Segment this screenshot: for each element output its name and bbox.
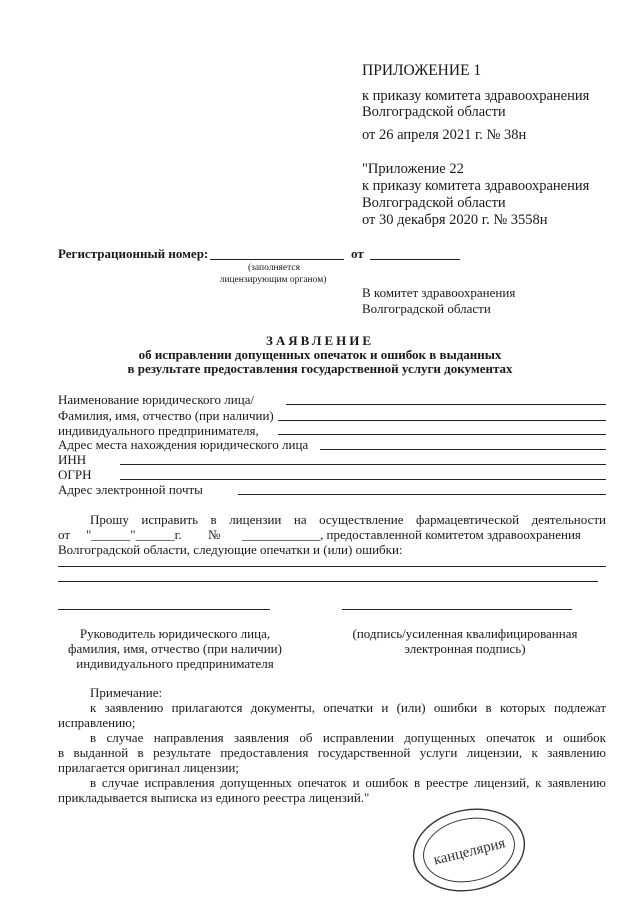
registration-number-field[interactable] xyxy=(210,259,344,260)
prev-order-date: от 30 декабря 2020 г. № 3558н xyxy=(362,212,548,228)
email-field[interactable] xyxy=(238,494,606,495)
order-date: от 26 апреля 2021 г. № 38н xyxy=(362,127,527,143)
note-2-line-1: в случае направления заявления об исправлении допущенных опечаток и ошибок xyxy=(90,730,606,745)
registration-date-field[interactable] xyxy=(370,259,460,260)
registration-from-label: от xyxy=(351,246,364,261)
signature-left-line-3: индивидуального предпринимателя xyxy=(76,656,274,671)
order-line-2: Волгоградской области xyxy=(362,104,506,120)
note-3-line-1: в случае исправления допущенных опечаток и ошибок в реестре лицензий, к заявлению xyxy=(90,775,606,790)
addressee-line-1: В комитет здравоохранения xyxy=(362,285,516,300)
name-field-3[interactable] xyxy=(278,434,606,435)
stamp-text: канцелярия xyxy=(432,835,507,869)
signature-left-line-1: Руководитель юридического лица, xyxy=(79,626,271,641)
name-field-1[interactable] xyxy=(286,404,606,405)
request-line-3: Волгоградской области, следующие опечатки и (или) ошибки: xyxy=(58,542,403,557)
note-2-line-3: прилагается оригинал лицензии; xyxy=(58,760,239,775)
prev-appendix-title: "Приложение 22 xyxy=(362,161,464,177)
request-from-label: от xyxy=(58,527,71,542)
address-label: Адрес места нахождения юридического лица xyxy=(58,437,309,452)
note-1-line-1: к заявлению прилагаются документы, опечатки и (или) ошибки в которых подлежат xyxy=(90,700,606,715)
document-subtitle-1: об исправлении допущенных опечаток и ошибок в выданных xyxy=(138,347,502,362)
document-subtitle-2: в результате предоставления государственной услуги документах xyxy=(127,361,513,376)
request-line-2 xyxy=(58,527,606,543)
note-1-line-2: исправлению; xyxy=(58,715,136,730)
registration-note-2: лицензирующим органом) xyxy=(219,275,327,285)
signature-field[interactable] xyxy=(342,609,572,610)
email-label: Адрес электронной почты xyxy=(58,482,203,497)
prev-order-line-1: к приказу комитета здравоохранения xyxy=(362,178,590,194)
addressee-line-2: Волгоградской области xyxy=(362,301,491,316)
order-line-1: к приказу комитета здравоохранения xyxy=(362,88,590,104)
note-3-line-2: прикладывается выписка из единого реестра лицензий." xyxy=(58,790,370,805)
errors-field-2[interactable] xyxy=(58,581,598,582)
request-line-1: Прошу исправить в лицензии на осуществление фармацевтической деятельности xyxy=(90,512,606,527)
registration-note-1: (заполняется xyxy=(248,263,300,273)
name-label-1: Наименование юридического лица/ xyxy=(58,392,255,407)
ogrn-label: ОГРН xyxy=(58,467,92,482)
license-number-field[interactable]: ____________, предоставленной комитетом здравоохранения xyxy=(242,527,581,542)
appendix-title: ПРИЛОЖЕНИЕ 1 xyxy=(362,62,482,79)
name-label-2: Фамилия, имя, отчество (при наличии) xyxy=(58,408,274,423)
signature-right-line-2: электронная подпись) xyxy=(404,641,526,656)
signature-left-line-2: фамилия, имя, отчество (при наличии) xyxy=(68,641,282,656)
inn-field[interactable] xyxy=(120,464,606,465)
applicant-name-field[interactable] xyxy=(58,609,270,610)
prev-order-line-2: Волгоградской области xyxy=(362,195,506,211)
document-title: ЗАЯВЛЕНИЕ xyxy=(265,333,375,348)
note-2-line-2: в выданной в результате предоставления государственной услуги лицензии, к заявлению xyxy=(58,745,606,760)
name-field-2[interactable] xyxy=(278,420,606,421)
notes-heading: Примечание: xyxy=(90,685,163,700)
address-field[interactable] xyxy=(320,449,606,450)
chancellery-stamp xyxy=(408,800,530,894)
license-date-field[interactable]: "______"______г. xyxy=(86,527,182,542)
ogrn-field[interactable] xyxy=(120,479,606,480)
signature-right-line-1: (подпись/усиленная квалифицированная xyxy=(352,626,578,641)
request-number-label: № xyxy=(208,527,221,542)
errors-field-1[interactable] xyxy=(58,566,606,567)
name-label-3: индивидуального предпринимателя, xyxy=(58,423,259,438)
registration-label: Регистрационный номер: xyxy=(58,246,209,261)
inn-label: ИНН xyxy=(58,452,87,467)
